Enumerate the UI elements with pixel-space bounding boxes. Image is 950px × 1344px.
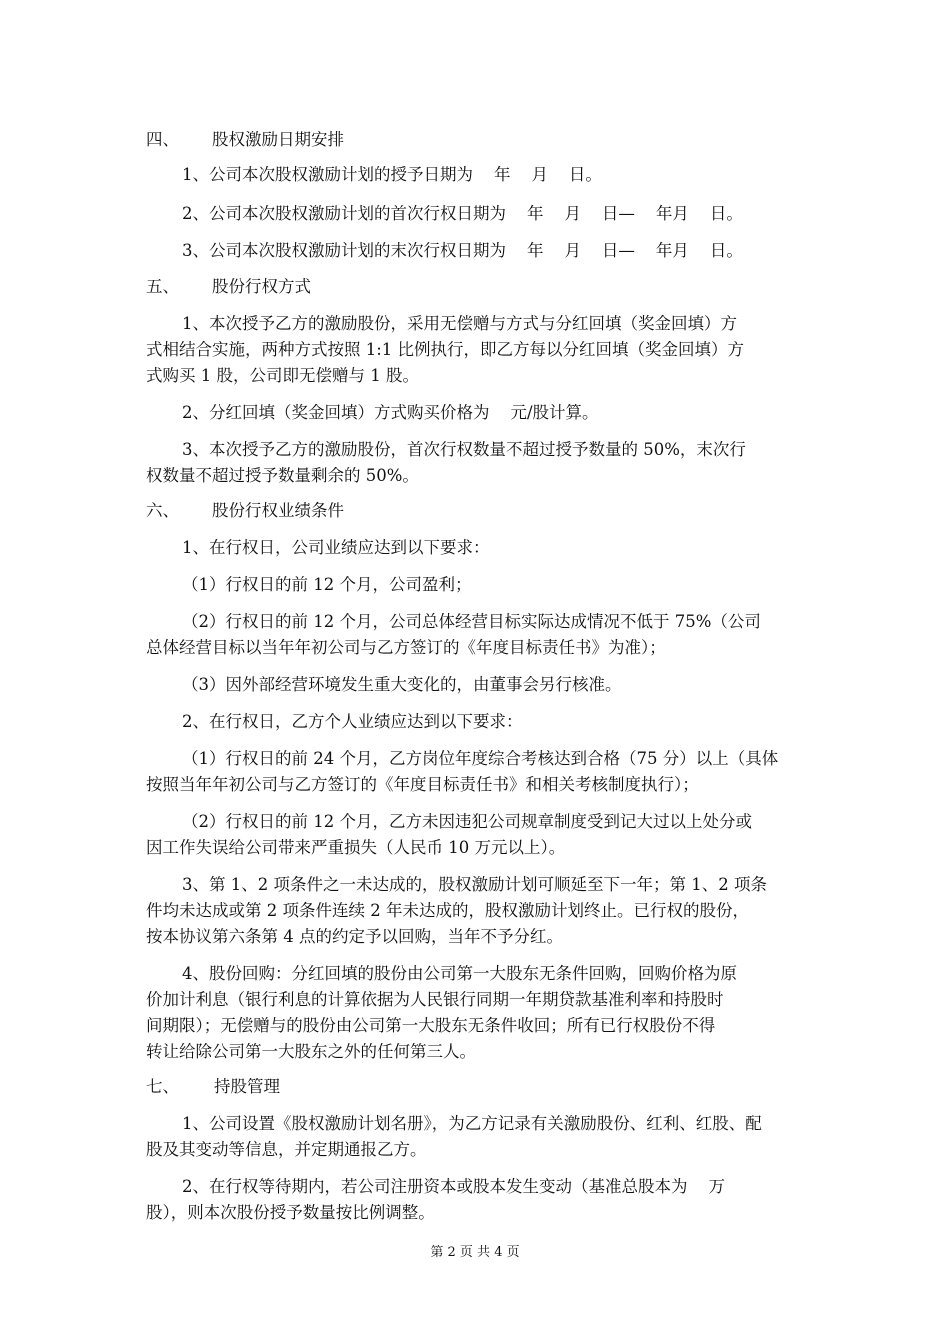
paragraph-line: 转让给除公司第一大股东之外的任何第三人。 <box>146 1042 476 1061</box>
section-title: 股份行权方式 <box>212 277 311 296</box>
paragraph-line: 2、在行权等待期内，若公司注册资本或股本发生变动（基准总股本为 万 <box>182 1177 725 1196</box>
paragraph-line: 按照当年年初公司与乙方签订的《年度目标责任书》和相关考核制度执行）； <box>146 775 699 794</box>
paragraph-line: 1、公司本次股权激励计划的授予日期为 年 月 日。 <box>182 165 602 184</box>
paragraph-line: 股及其变动等信息，并定期通报乙方。 <box>146 1140 427 1159</box>
paragraph-line: 股），则本次股份授予数量按比例调整。 <box>146 1203 435 1222</box>
section-title: 股权激励日期安排 <box>212 130 344 149</box>
paragraph-line: 4、股份回购：分红回填的股份由公司第一大股东无条件回购，回购价格为原 <box>182 964 737 983</box>
section-number: 六、 <box>146 501 179 520</box>
paragraph-line: 式购买 1 股，公司即无偿赠与 1 股。 <box>146 366 419 385</box>
paragraph-line: 件均未达成或第 2 项条件连续 2 年未达成的，股权激励计划终止。已行权的股份， <box>146 901 749 920</box>
paragraph-line: （1）行权日的前 12 个月，公司盈利； <box>182 575 472 594</box>
paragraph-line: 因工作失误给公司带来严重损失（人民币 10 万元以上）。 <box>146 838 566 857</box>
page-number: 第 2 页 共 4 页 <box>430 1245 520 1260</box>
paragraph-line: （2）行权日的前 12 个月，公司总体经营目标实际达成情况不低于 75%（公司 <box>182 612 761 631</box>
paragraph-line: 总体经营目标以当年年初公司与乙方签订的《年度目标责任书》为准）； <box>146 638 666 657</box>
paragraph-line: 价加计利息（银行利息的计算依据为人民银行同期一年期贷款基准利率和持股时 <box>146 990 724 1009</box>
section-number: 四、 <box>146 130 179 149</box>
paragraph-line: 2、公司本次股权激励计划的首次行权日期为 年 月 日— 年月 日。 <box>182 204 743 223</box>
section-title: 股份行权业绩条件 <box>212 501 344 520</box>
paragraph-line: 2、分红回填（奖金回填）方式购买价格为 元/股计算。 <box>182 403 599 422</box>
paragraph-line: 3、本次授予乙方的激励股份，首次行权数量不超过授予数量的 50%，末次行 <box>182 440 746 459</box>
paragraph-line: （2）行权日的前 12 个月，乙方未因违犯公司规章制度受到记大过以上处分或 <box>182 812 752 831</box>
section-title: 持股管理 <box>214 1077 280 1096</box>
paragraph-line: 3、公司本次股权激励计划的末次行权日期为 年 月 日— 年月 日。 <box>182 241 743 260</box>
paragraph-line: 按本协议第六条第 4 点的约定予以回购，当年不予分红。 <box>146 927 563 946</box>
paragraph-line: 权数量不超过授予数量剩余的 50%。 <box>146 466 419 485</box>
section-number: 七、 <box>146 1077 179 1096</box>
paragraph-line: 间期限）；无偿赠与的股份由公司第一大股东无条件收回；所有已行权股份不得 <box>146 1016 716 1035</box>
paragraph-line: （1）行权日的前 24 个月，乙方岗位年度综合考核达到合格（75 分）以上（具体 <box>182 749 779 768</box>
section-number: 五、 <box>146 277 179 296</box>
paragraph-line: 式相结合实施，两种方式按照 1:1 比例执行，即乙方每以分红回填（奖金回填）方 <box>146 340 745 359</box>
paragraph-line: 2、在行权日，乙方个人业绩应达到以下要求： <box>182 712 523 731</box>
paragraph-line: 1、本次授予乙方的激励股份，采用无偿赠与方式与分红回填（奖金回填）方 <box>182 314 737 333</box>
paragraph-line: （3）因外部经营环境发生重大变化的，由董事会另行核准。 <box>182 675 622 694</box>
paragraph-line: 1、在行权日，公司业绩应达到以下要求： <box>182 538 490 557</box>
paragraph-line: 1、公司设置《股权激励计划名册》，为乙方记录有关激励股份、红利、红股、配 <box>182 1114 762 1133</box>
paragraph-line: 3、第 1、2 项条件之一未达成的，股权激励计划可顺延至下一年；第 1、2 项条 <box>182 875 767 894</box>
